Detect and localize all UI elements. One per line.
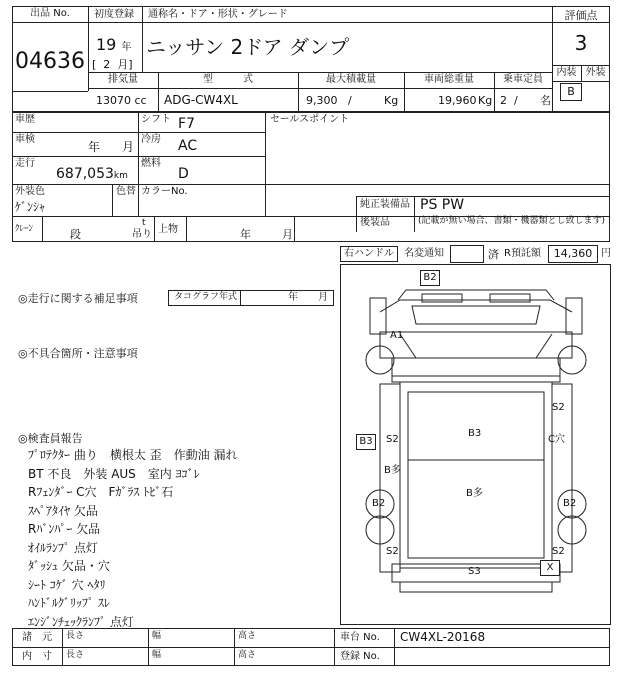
capacity-value: 2 bbox=[500, 94, 507, 107]
tailgate bbox=[400, 582, 552, 592]
footer-col-w bbox=[148, 628, 149, 666]
cab-roof-right bbox=[490, 294, 530, 302]
mark-a1: A1 bbox=[390, 330, 404, 341]
dimensions-label: 諸 元 bbox=[22, 632, 52, 643]
left-mirror bbox=[370, 298, 386, 334]
recycle-label: R預託額 bbox=[504, 248, 541, 259]
specs-col1 bbox=[138, 112, 139, 184]
gross-weight-label: 車両総重量 bbox=[424, 74, 474, 85]
equip-line-top bbox=[356, 196, 610, 197]
chassis-value: CW4XL-20168 bbox=[400, 630, 486, 644]
inspection-label: 車検 bbox=[15, 134, 35, 145]
mark-s2-right-top: S2 bbox=[552, 402, 565, 413]
standard-equipment-value: PS PW bbox=[420, 197, 465, 213]
lot-label: 出品 No. bbox=[30, 8, 70, 19]
reg-month-open: [ bbox=[92, 58, 97, 71]
width-label-2: 幅 bbox=[152, 650, 162, 660]
right-mirror bbox=[566, 298, 582, 334]
footer-col-h bbox=[234, 628, 235, 666]
height-label-2: 高さ bbox=[238, 650, 257, 660]
height-label: 高さ bbox=[238, 631, 257, 641]
fuel-value: D bbox=[178, 166, 189, 182]
fuel-label: 燃料 bbox=[141, 158, 161, 169]
max-load-label: 最大積載量 bbox=[326, 74, 376, 85]
footer-col1 bbox=[62, 628, 63, 666]
drive-side: 右ハンドル bbox=[344, 248, 394, 259]
specs-col2 bbox=[265, 112, 266, 216]
capacity-sep: / bbox=[514, 94, 518, 107]
footer-col-chassis2 bbox=[394, 628, 395, 666]
crane-stage-label: 段 bbox=[70, 228, 81, 241]
aftermarket-note: (記載が無い場合、書類・機器類とし致します) bbox=[418, 216, 606, 226]
int-ext-line bbox=[552, 81, 610, 82]
first-reg-divider bbox=[142, 6, 143, 72]
bed-divider bbox=[186, 216, 187, 242]
crane-divider1 bbox=[42, 216, 43, 242]
inspector-report-line: ﾀﾞｯｼｭ 欠品・穴 bbox=[28, 559, 110, 573]
front-bumper bbox=[380, 332, 572, 358]
mark-b-many-center: B多 bbox=[466, 488, 483, 499]
length-label: 長さ bbox=[66, 631, 85, 641]
running-notes-label: ◎走行に関する補足事項 bbox=[18, 292, 138, 305]
reg-year bbox=[96, 36, 131, 54]
mark-b3-center: B3 bbox=[468, 428, 482, 439]
first-reg-label: 初度登録 bbox=[94, 9, 134, 20]
score-value: 3 bbox=[574, 31, 588, 55]
inspection-month-unit: 月 bbox=[122, 140, 135, 154]
sales-point-label: セールスポイント bbox=[270, 114, 350, 125]
inspector-report-label: ◎検査員報告 bbox=[18, 432, 83, 445]
specs-row2 bbox=[12, 156, 265, 157]
equip-divider bbox=[356, 196, 357, 232]
equip-divider2 bbox=[414, 196, 415, 232]
specs-row1 bbox=[12, 132, 265, 133]
capacity-unit: 名 bbox=[540, 94, 551, 107]
inheritance-label: 名変通知 bbox=[404, 248, 444, 259]
displacement-label: 排気量 bbox=[108, 74, 138, 85]
footer-col-chassis bbox=[334, 628, 335, 666]
exterior-label: 外装 bbox=[585, 67, 606, 78]
tachograph-label: タコグラフ年式 bbox=[174, 292, 238, 302]
gross-weight-unit: Kg bbox=[478, 94, 493, 107]
mark-b2-left-wheel: B2 bbox=[372, 498, 386, 509]
tachograph-divider bbox=[240, 290, 241, 306]
mark-x: X bbox=[546, 562, 554, 573]
inheritance-box bbox=[450, 245, 484, 263]
bed-month-unit: 月 bbox=[282, 228, 293, 241]
standard-equipment-label: 純正装備品 bbox=[360, 199, 410, 210]
bed-right-divider bbox=[294, 216, 295, 242]
history-label: 車歴 bbox=[15, 114, 35, 125]
model-name: ニッサン 2ドア ダンプ bbox=[146, 35, 350, 59]
max-load-value: 9,300 bbox=[306, 94, 338, 107]
mark-s2-right-bottom: S2 bbox=[552, 546, 565, 557]
cab-window bbox=[412, 306, 540, 324]
ac-value: AC bbox=[178, 138, 198, 154]
inspector-report-line: ｼｰﾄ ｺｹﾞ 穴 ﾍﾀﾘ bbox=[28, 577, 106, 592]
displacement bbox=[96, 94, 147, 107]
crane-divider2 bbox=[154, 216, 155, 242]
lot-bottom bbox=[12, 91, 88, 92]
reg-month bbox=[92, 58, 133, 71]
color-code-label: カラーNo. bbox=[141, 186, 188, 197]
specs-row3 bbox=[12, 184, 610, 185]
footer-mid bbox=[12, 647, 610, 648]
interior-label: 内装 bbox=[556, 67, 577, 78]
recycle-mark: 済 bbox=[488, 248, 499, 261]
gross-weight-value: 19,960 bbox=[438, 94, 477, 107]
displacement-unit: cc bbox=[134, 94, 147, 107]
inspector-report-line: ｴﾝｼﾞﾝﾁｪｯｸﾗﾝﾌﾟ 点灯 bbox=[28, 614, 134, 629]
interior-dim-label: 内 寸 bbox=[22, 651, 52, 662]
bed-inner bbox=[408, 392, 544, 558]
mileage-label: 走行 bbox=[15, 158, 35, 169]
tachograph-year-unit: 年 bbox=[288, 292, 298, 303]
aftermarket-label: 後装品 bbox=[360, 217, 390, 228]
mark-b-many-left: B多 bbox=[384, 465, 401, 476]
reg-year-unit: 年 bbox=[121, 42, 132, 53]
mileage-value: 687,053 bbox=[56, 166, 114, 182]
reg-year-value: 19 bbox=[96, 35, 117, 54]
score-label: 評価点 bbox=[564, 9, 598, 22]
mileage bbox=[56, 166, 128, 182]
cab-roof-left bbox=[422, 294, 462, 302]
score-label-line bbox=[552, 22, 610, 23]
recycle-value: 14,360 bbox=[553, 247, 593, 260]
inspector-report-line: ｵｲﾙﾗﾝﾌﾟ 点灯 bbox=[28, 540, 98, 555]
mark-b2-right-wheel: B2 bbox=[563, 498, 577, 509]
shift-value: F7 bbox=[178, 116, 195, 132]
ac-label: 冷房 bbox=[141, 134, 161, 145]
inspector-report-line: ﾌﾟﾛﾃｸﾀｰ 曲り 横根太 歪 作動油 漏れ bbox=[28, 448, 238, 462]
mark-b2-top: B2 bbox=[423, 272, 437, 283]
reg-month-unit: 月] bbox=[117, 58, 133, 71]
width-label: 幅 bbox=[152, 631, 162, 641]
inspector-report-line: ｽﾍﾟｱﾀｲﾔ 欠品 bbox=[28, 503, 98, 518]
front-lines2 bbox=[536, 334, 552, 358]
recycle-unit: 円 bbox=[601, 248, 611, 259]
inspector-report-line: ﾊﾝﾄﾞﾙｸﾞﾘｯﾌﾟ ｽﾚ bbox=[28, 596, 110, 610]
crane-hanging-label: 吊り bbox=[132, 229, 152, 240]
lot-number: 04636 bbox=[15, 49, 85, 74]
crane-label: ｸﾚｰﾝ bbox=[15, 224, 34, 234]
header-row-line bbox=[88, 22, 552, 23]
capacity-label: 乗車定員 bbox=[503, 74, 543, 85]
inspector-report-line: BT 不良 外装 AUS 室内 ﾖｺﾞﾚ bbox=[28, 466, 200, 481]
max-load-unit: Kg bbox=[384, 94, 399, 107]
tachograph-month-unit: 月 bbox=[318, 292, 328, 303]
lot-label-line bbox=[12, 22, 88, 23]
defect-notes-label: ◎不具合箇所・注意事項 bbox=[18, 347, 138, 360]
registration-label: 登録 No. bbox=[340, 651, 380, 662]
mileage-unit: km bbox=[113, 171, 128, 181]
bed-year-unit: 年 bbox=[240, 228, 251, 241]
reg-month-value: 2 bbox=[103, 58, 111, 71]
color-divider1 bbox=[112, 184, 113, 216]
inspection-year-unit: 年 bbox=[88, 140, 101, 154]
inspector-report-line: Rﾌｪﾝﾀﾞｰ C穴 Fｶﾞﾗｽ ﾄﾋﾞ石 bbox=[28, 485, 174, 499]
mark-s3-bottom: S3 bbox=[468, 566, 481, 577]
bed-outline bbox=[400, 382, 552, 568]
cab-top bbox=[398, 290, 554, 300]
type-label: 型 式 bbox=[203, 74, 253, 85]
shift-label: シフト bbox=[141, 114, 171, 125]
ext-color-value: ｹﾞﾝｼｬ bbox=[15, 200, 46, 214]
length-label-2: 長さ bbox=[66, 650, 85, 660]
inspector-report-line: Rﾊﾞﾝﾊﾟｰ 欠品 bbox=[28, 522, 101, 536]
ext-color-label: 外装色 bbox=[15, 186, 45, 197]
bed-label: 上物 bbox=[158, 224, 178, 235]
color-no-label: 色替 bbox=[116, 186, 136, 197]
cab-body bbox=[392, 358, 560, 382]
interior-grade: B bbox=[567, 85, 575, 98]
chassis-label: 車台 No. bbox=[340, 632, 380, 643]
mark-s2-left: S2 bbox=[386, 434, 399, 445]
crane-tonnage-label: t bbox=[142, 218, 146, 228]
mark-b3-left: B3 bbox=[359, 436, 373, 447]
type-value: ADG-CW4XL bbox=[164, 93, 238, 107]
mark-s2-left-bottom: S2 bbox=[386, 546, 399, 557]
mark-c-hole-right: C穴 bbox=[548, 434, 565, 445]
displacement-value: 13070 bbox=[96, 94, 131, 107]
name-label: 通称名・ドア・形状・グレード bbox=[148, 9, 288, 20]
color-divider2 bbox=[138, 184, 139, 216]
max-load-sep: / bbox=[348, 94, 352, 107]
